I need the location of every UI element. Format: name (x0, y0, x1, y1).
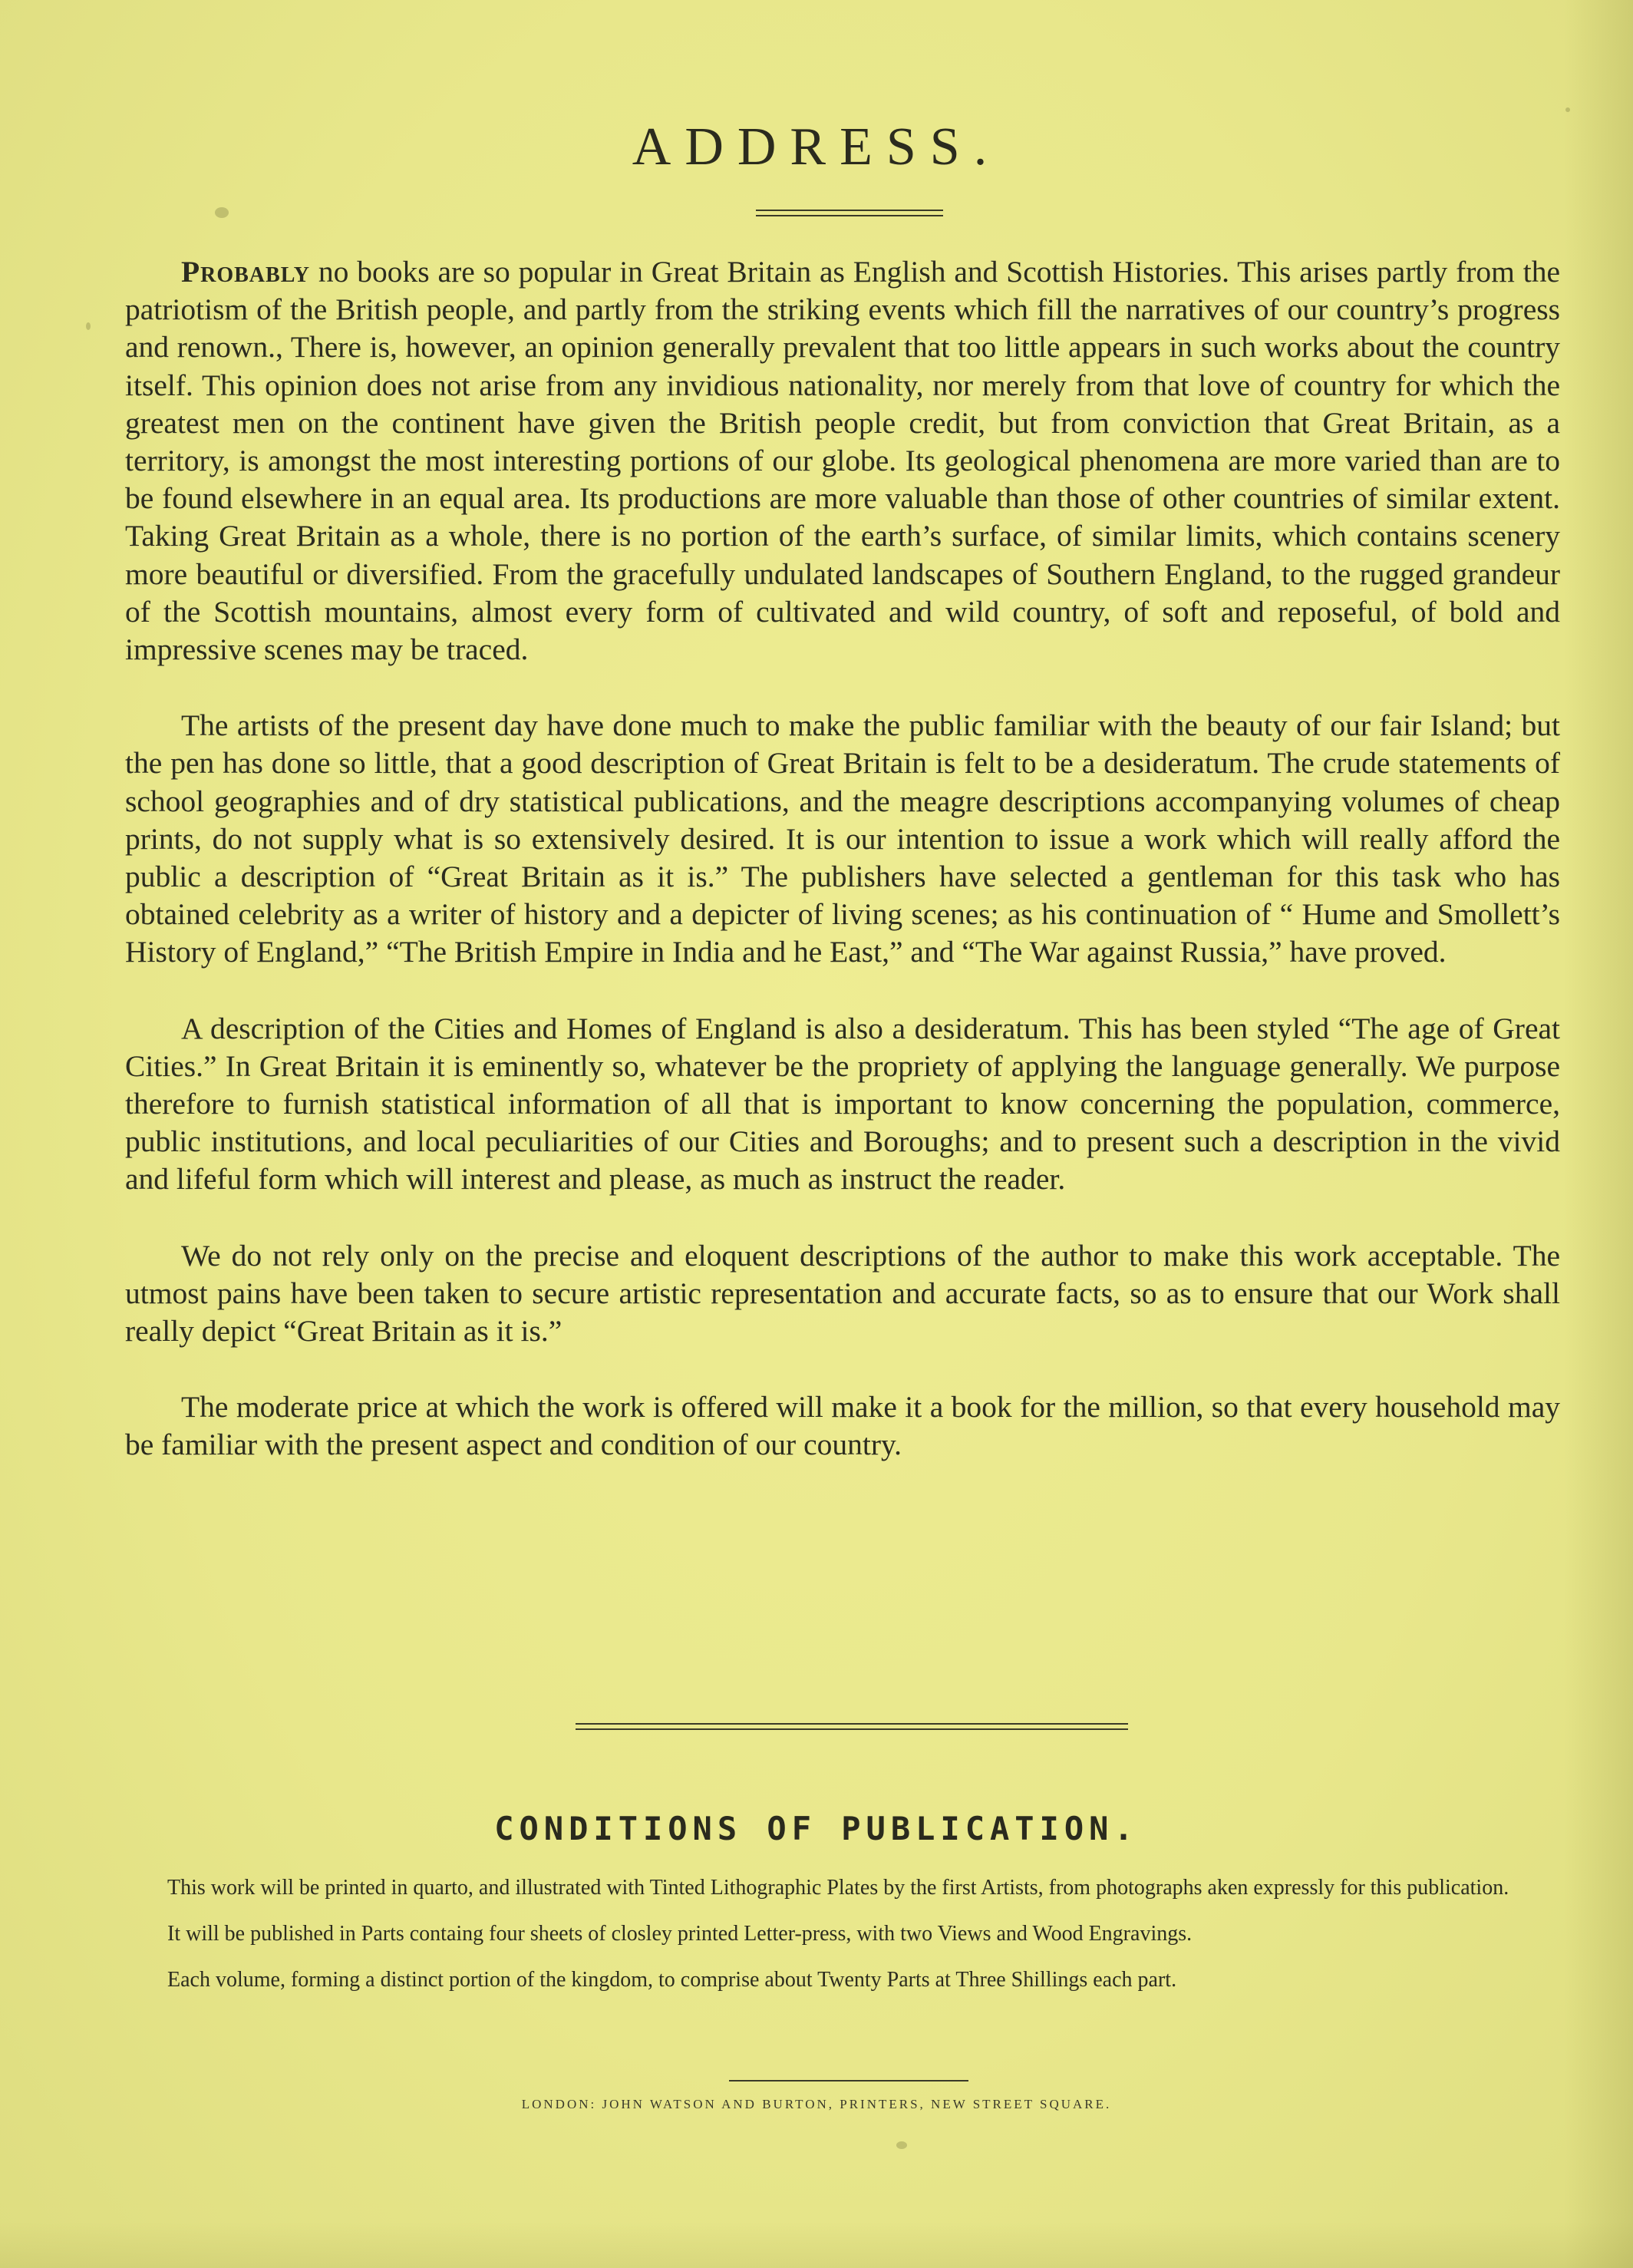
printer-rule (729, 2080, 968, 2081)
paragraph-text: A description of the Cities and Homes of England is also a desideratum. This has been styled “The age of Great Cities.” In Great Britain it is eminently so, whatever be the propriety of applying the language generally. We purpose therefore to furnish statistical information of all that is important to know concerning the population, commerce, public institutions, and local peculiarities of our Cities and Boroughs; and to present such a description in the vivid and lifeful form which will interest and please, as much as instruct the reader. (125, 1011, 1560, 1197)
printer-imprint: LONDON: JOHN WATSON AND BURTON, PRINTERS, NEW STREET SQUARE. (521, 2097, 1112, 2111)
conditions-heading: CONDITIONS OF PUBLICATION. (494, 1810, 1139, 1847)
paragraph-1 (125, 253, 1560, 669)
paper-speck (896, 2141, 907, 2149)
page-bottom-shadow (0, 2222, 1633, 2268)
paper-speck (1565, 107, 1570, 112)
page-title: ADDRESS. (632, 117, 1001, 177)
condition-item: It will be published in Parts containg four sheets of closley printed Letter-press, with two Views and Wood Engravings. (167, 1922, 1193, 1946)
paragraph-lead: Probably (181, 255, 311, 289)
page-edge-shadow (1564, 0, 1633, 2268)
paragraph-4 (125, 1237, 1560, 1351)
paragraph-2 (125, 707, 1560, 971)
paragraph-text: no books are so popular in Great Britain as English and Scottish Histories. This arises partly from the patriotism of the British people, and partly from the striking events which fill the narratives of our country’s progress and renown., There is, however, an opinion generally prevalent that too little appears in such works about the country itself. This opinion does not arise from any invidious nationality, nor merely from that love of country for which the greatest men on the continent have given the British people credit, but from conviction that Great Britain, as a territory, is amongst the most interesting portions of our globe. Its geological phenomena are more varied than are to be found elsewhere in an equal area. Its productions are more valuable than those of other countries of similar extent. Taking Great Britain as a whole, there is no portion of the earth’s surface, of similar limits, which contains scenery more beautiful or diversified. From the gracefully undulated landscapes of Southern England, to the rugged grandeur of the Scottish mountains, almost every form of cultivated and wild country, of soft and reposeful, of bold and impressive scenes may be traced. (125, 255, 1560, 667)
paragraph-text: The artists of the present day have done much to make the public familiar with the beauty of our fair Island; but the pen has done so little, that a good description of Great Britain is felt to be a desideratum. The crude statements of school geographies and of dry statistical publications, and the meagre descriptions accompanying volumes of cheap prints, do not supply what is so extensively desired. It is our intention to issue a work which will really afford the public a description of “Great Britain as it is.” The publishers have selected a gentleman for this task who has obtained celebrity as a writer of history and a depicter of living scenes; as his continuation of “ Hume and Smollett’s History of England,” “The British Empire in India and he East,” and “The War against Russia,” have proved. (125, 708, 1560, 969)
paper-speck (86, 322, 91, 330)
conditions-list (125, 1874, 1560, 2012)
paper-speck (215, 207, 229, 218)
condition-item: Each volume, forming a distinct portion of the kingdom, to comprise about Twenty Parts at Three Shillings each part. (167, 1968, 1177, 1992)
paragraph-text: We do not rely only on the precise and eloquent descriptions of the author to make this work acceptable. The utmost pains have been taken to secure artistic representation and accurate facts, so as to ensure that our Work shall really depict “Great Britain as it is.” (125, 1238, 1560, 1349)
paragraph-5 (125, 1388, 1560, 1464)
title-rule (756, 210, 943, 216)
section-divider (576, 1723, 1128, 1730)
paragraph-3 (125, 1010, 1560, 1199)
address-body (125, 253, 1560, 1503)
paragraph-text: The moderate price at which the work is offered will make it a book for the million, so that every household may be familiar with the present aspect and condition of our country. (125, 1390, 1560, 1462)
condition-item: This work will be printed in quarto, and illustrated with Tinted Lithographic Plates by the first Artists, from photographs aken expressly for this publication. (167, 1876, 1509, 1900)
